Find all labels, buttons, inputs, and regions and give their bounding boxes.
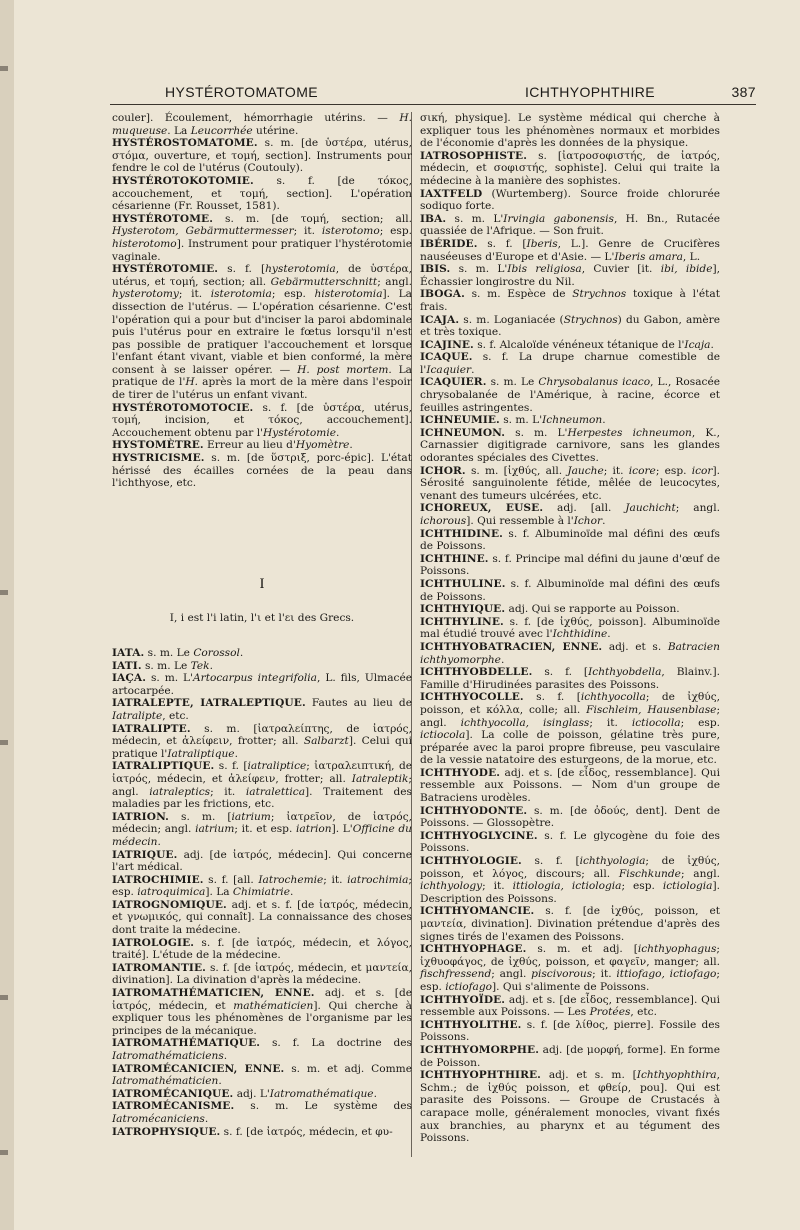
page-binding-edge: [0, 0, 14, 1230]
dictionary-entry: IAÇA. s. m. L'Artocarpus integrifolia, L. fils, Ulmacée artocarpée.: [112, 672, 413, 697]
dictionary-entry: ICHTHYOBDELLE. s. f. [Ichthyobdella, Blainv.]. Famille d'Hirudinées parasites des Poissons.: [420, 666, 721, 691]
section-note: I, i est l'i latin, l'ι et l'ει des Grecs.: [169, 612, 355, 625]
dictionary-entry: ICHTHYLINE. s. f. [de ἰχθύς, poisson]. Albuminoïde mal étudié trouvé avec l'Ichthidine.: [420, 615, 720, 641]
dictionary-entry: HYSTÉROSTOMATOME. s. m. [de ὑστέρα, utérus, στόμα, ouverture, et τομή, section]. Instruments pour fendre le col de l'utérus (Coutouly).: [112, 137, 412, 175]
dictionary-entry: IATRALIPTE. s. m. [ἰατραλείπτης, de ἰατρός, médecin, et ἀλείφειν, frotter; all. Salbarzt]. Celui qui pratique l'Iatraliptique.: [112, 722, 413, 760]
dictionary-entry: ICAQUE. s. f. La drupe charnue comestible de l'Icaquier.: [420, 351, 720, 376]
left-entries-h: [112, 112, 412, 490]
dictionary-entry: IAXTFELD (Wurtemberg). Source froide chlorurée sodiquo forte.: [420, 187, 720, 213]
dictionary-entry: HYSTOMÈTRE. Erreur au lieu d'Hyomètre.: [112, 439, 353, 452]
dictionary-entry: IBA. s. m. L'Irvingia gabonensis, H. Bn., Rutacée quassiée de l'Afrique. — Son fruit.: [420, 212, 721, 238]
edge-mark: [0, 995, 8, 1000]
dictionary-entry: IATA. s. m. Le Corossol.: [112, 647, 244, 659]
dictionary-entry: IATROMÉCANIQUE. adj. L'Iatromathématique.: [112, 1087, 377, 1100]
dictionary-entry: ICHTHYOLOGIE. s. f. [ichthyologia; de ἰχθύς, poisson, et λόγος, discours; all. Fischkunde; angl. ichthyology; it. ittiologia, ictiologia; esp. ictiologia]. Description des Poissons.: [420, 855, 720, 905]
header-rule: [110, 104, 756, 105]
dictionary-entry: ICAJA. s. m. Loganiacée (Strychnos) du Gabon, amère et très toxique.: [420, 313, 720, 339]
dictionary-entry: ICHOR. s. m. [ἰχθύς, all. Jauche; it. icore; esp. icor]. Sérosité sanguinolente fétide, mêlée de leucocytes, venant des tumeurs ulcérées, etc.: [420, 464, 720, 502]
edge-mark: [0, 66, 8, 71]
dictionary-entry: ICAJINE. s. f. Alcaloïde vénéneux tétanique de l'Icaja.: [420, 338, 714, 351]
dictionary-entry: IATROMATHÉMATICIEN, ENNE. adj. et s. [de ἰατρός, médecin, et mathématicien]. Qui cherche à expliquer tous les phénomènes de l'organisme par les principes de la mécanique.: [112, 987, 412, 1037]
right-entries: [420, 112, 720, 1145]
dictionary-entry: HYSTÉROTOMOTOCIE. s. f. [de ὑστέρα, utérus, τομή, incision, et τόκος, accouchement]. Accouchement obtenu par l'Hystérotomie.: [112, 401, 412, 439]
edge-mark: [0, 590, 8, 595]
header-right-word: ICHTHYOPHTHIRE: [525, 84, 656, 100]
dictionary-entry: ICHTHYOMORPHE. adj. [de μορφή, forme]. En forme de Poisson.: [420, 1043, 720, 1069]
dictionary-entry: IATRION. s. m. [iatrium; ἰατρεῖον, de ἰατρός, médecin; angl. iatrium; it. et esp. iatrion]. L'Officine du médecin.: [112, 810, 412, 848]
right-column: [420, 112, 720, 1145]
dictionary-entry: IATROMANTIE. s. f. [de ἰατρός, médecin, et μαντεία, divination]. La divination d'après la médecine.: [112, 961, 412, 987]
left-column: [112, 112, 412, 1138]
dictionary-entry: IATROPHYSIQUE. s. f. [de ἰατρός, médecin, et φυ-: [112, 1125, 393, 1138]
edge-mark: [0, 740, 8, 745]
dictionary-entry: HYSTÉROTOME. s. m. [de τομή, section; all. Hysterotom, Gebärmuttermesser; it. isterotomo; esp. histerotomo]. Instrument pour pratiquer l'hystérotomie vaginale.: [112, 212, 412, 263]
dictionary-entry: ICHTHYOCOLLE. s. f. [ichthyocolla; de ἰχθύς, poisson, et κόλλα, colle; all. Fischleim, Hausenblase; angl. ichthyocolla, isinglass; it. ictiocolla; esp. ictiocola]. La colle de poisson, gélatine très pure, préparée avec la paroi propre fibreuse, peu vasculaire de la vessie natatoire des esturgeons, de la morue, etc.: [420, 691, 721, 767]
dictionary-entry: ICHTHYODE. adj. et s. [de εἶδος, ressemblance]. Qui ressemble aux Poissons. — Nom d'un groupe de Batraciens urodèles.: [420, 766, 720, 805]
dictionary-entry: couler]. Écoulement, hémorrhagie utérins. — H. muqueuse. La Leucorrhée utérine.: [112, 112, 412, 137]
page-number: 387: [731, 84, 756, 100]
dictionary-entry: IATROMÉCANICIEN, ENNE. s. m. et adj. Comme Iatromathématicien.: [112, 1062, 412, 1088]
dictionary-entry: ICHTHYOMANCIE. s. f. [de ἰχθύς, poisson, et μαντεία, divination]. Divination prétendue d'après des signes tirés de l'examen des Poissons.: [420, 905, 720, 943]
dictionary-entry: IATRIQUE. adj. [de ἰατρός, médecin]. Qui concerne l'art médical.: [112, 848, 412, 874]
dictionary-entry: IATRALEPTE, IATRALEPTIQUE. Fautes au lieu de Iatralipte, etc.: [112, 697, 412, 722]
dictionary-entry: ICHTHYOPHAGE. s. m. et adj. [ichthyophagus; ἰχθυοφάγος, de ἰχθύς, poisson, et φαγεῖν, manger; all. fischfressend; angl. piscivorous; it. ittiofago, ictiofago; esp. ictiofago]. Qui s'alimente de Poissons.: [420, 943, 720, 993]
dictionary-entry: IATROGNOMIQUE. adj. et s. f. [de ἰατρός, médecin, et γνωμικός, qui connaît]. La connaissance des choses dont traite la médecine.: [112, 898, 412, 937]
dictionary-entry: ICHTHYODONTE. s. m. [de ὀδούς, dent]. Dent de Poissons. — Glossopètre.: [420, 804, 720, 830]
dictionary-entry: ICHNEUMIE. s. m. L'Ichneumon.: [420, 414, 606, 427]
dictionary-entry: ICHTHYOBATRACIEN, ENNE. adj. et s. Batracien ichthyomorphe.: [420, 640, 720, 666]
dictionary-entry: IATROMÉCANISME. s. m. Le système des Iatromécaniciens.: [112, 1100, 412, 1125]
dictionary-entry: IATRALIPTIQUE. s. f. [iatraliptice; ἰατραλειπτική, de ἰατρός, médecin, et ἀλείφειν, frotter; all. Iatraleptik; angl. iatraleptics; it. iatralettica]. Traitement des maladies par les frictions, etc.: [112, 760, 413, 811]
dictionary-entry: ICHTHYOPHTHIRE. adj. et s. m. [Ichthyophthira, Schm.; de ἰχθύς poisson, et φθείρ, pou]. Qui est parasite des Poissons. — Groupe de Crustacés à carapace molle, généralement monocles, vivant fixés aux branchies, au pharynx et au tégument des Poissons.: [420, 1069, 720, 1145]
dictionary-entry: ICHTHULINE. s. f. Albuminoïde mal défini des œufs de Poissons.: [420, 577, 720, 603]
dictionary-entry: ICAQUIER. s. m. Le Chrysobalanus icaco, L., Rosacée chrysobalanée de l'Amérique, à racine, écorce et feuilles astringentes.: [420, 376, 720, 414]
dictionary-entry: σική, physique]. Le système médical qui cherche à expliquer tous les phénomènes normaux et morbides de l'économie d'après les données de la physique.: [420, 112, 720, 150]
header-left-word: HYSTÉROTOMATOME: [165, 84, 319, 100]
dictionary-entry: ICHNEUMON. s. m. L'Herpestes ichneumon, K., Carnassier digitigrade carnivore, sans les glandes odorantes spéciales des Civettes.: [420, 426, 720, 465]
dictionary-entry: ICHTHYOLITHE. s. f. [de λίθος, pierre]. Fossile des Poissons.: [420, 1018, 720, 1044]
left-entries-i: [112, 647, 412, 1138]
dictionary-entry: IATROLOGIE. s. f. [de ἰατρός, médecin, et λόγος, traité]. L'étude de la médecine.: [112, 936, 412, 962]
dictionary-entry: ICHTHIDINE. s. f. Albuminoïde mal défini des œufs de Poissons.: [420, 527, 720, 553]
dictionary-entry: ICHTHINE. s. f. Principe mal défini du jaune d'œuf de Poissons.: [420, 552, 720, 578]
dictionary-entry: IATROMATHÉMATIQUE. s. f. La doctrine des Iatromathématiciens.: [112, 1037, 412, 1062]
dictionary-entry: HYSTRICISME. s. m. [de ὕστριξ, porc-épic]. L'état hérissé des écailles cornées de la peau dans l'ichthyose, etc.: [112, 452, 412, 490]
dictionary-entry: IATROSOPHISTE. s. [ἰατροσοφιστής, de ἰατρός, médecin, et σοφιστής, sophiste]. Celui qui traite la médecine à la manière des sophistes.: [420, 149, 720, 187]
dictionary-entry: IATI. s. m. Le Tek.: [112, 659, 213, 672]
dictionary-entry: ICHOREUX, EUSE. adj. [all. Jauchicht; angl. ichorous]. Qui ressemble à l'Ichor.: [420, 502, 720, 527]
dictionary-entry: ICHTHYOGLYCINE. s. f. Le glycogène du foie des Poissons.: [420, 829, 720, 855]
dictionary-entry: IBOGA. s. m. Espèce de Strychnos toxique à l'état frais.: [420, 288, 720, 313]
dictionary-entry: ICHTHYIQUE. adj. Qui se rapporte au Poisson.: [420, 603, 680, 616]
dictionary-entry: HYSTÉROTOMIE. s. f. [hysterotomia, de ὑστέρα, utérus, et τομή, section; all. Gebärmutterschnitt; angl. hysterotomy; it. isterotomia; esp. histerotomia]. La dissection de l'utérus. — L'opération césarienne. C'est l'opération qui a pour but d'inciser la paroi abdominale puis l'utérus pour en extraire le fœtus lorsqu'il n'est pas possible de pratiquer l'accouchement et lorsque l'enfant étant vivant, viable et bien conformé, la mère consent à se laisser opérer. — H. post mortem. La pratique de l'H. après la mort de la mère dans l'espoir de tirer de l'utérus un enfant vivant.: [112, 263, 412, 402]
dictionary-entry: IATROCHIMIE. s. f. [all. Iatrochemie; it. iatrochimia; esp. iatroquimica]. La Chimiatrie.: [112, 873, 412, 899]
dictionary-entry: IBIS. s. m. L'Ibis religiosa, Cuvier [it. ibi, ibide], Échassier longirostre du Nil.: [420, 263, 720, 288]
dictionary-entry: IBÉRIDE. s. f. [Iberis, L.]. Genre de Crucifères nauséeuses d'Europe et d'Asie. — L'Iberis amara, L.: [420, 237, 720, 263]
dictionary-entry: HYSTÉROTOKOTOMIE. s. f. [de τόκος, accouchement, et τομή, section]. L'opération césarienne (Fr. Rousset, 1581).: [112, 174, 412, 213]
running-header: [110, 84, 756, 106]
section-letter: I: [259, 575, 265, 592]
edge-mark: [0, 1150, 8, 1155]
dictionary-entry: ICHTHYOÏDE. adj. et s. [de εἶδος, ressemblance]. Qui ressemble aux Poissons. — Les Protées, etc.: [420, 993, 720, 1019]
